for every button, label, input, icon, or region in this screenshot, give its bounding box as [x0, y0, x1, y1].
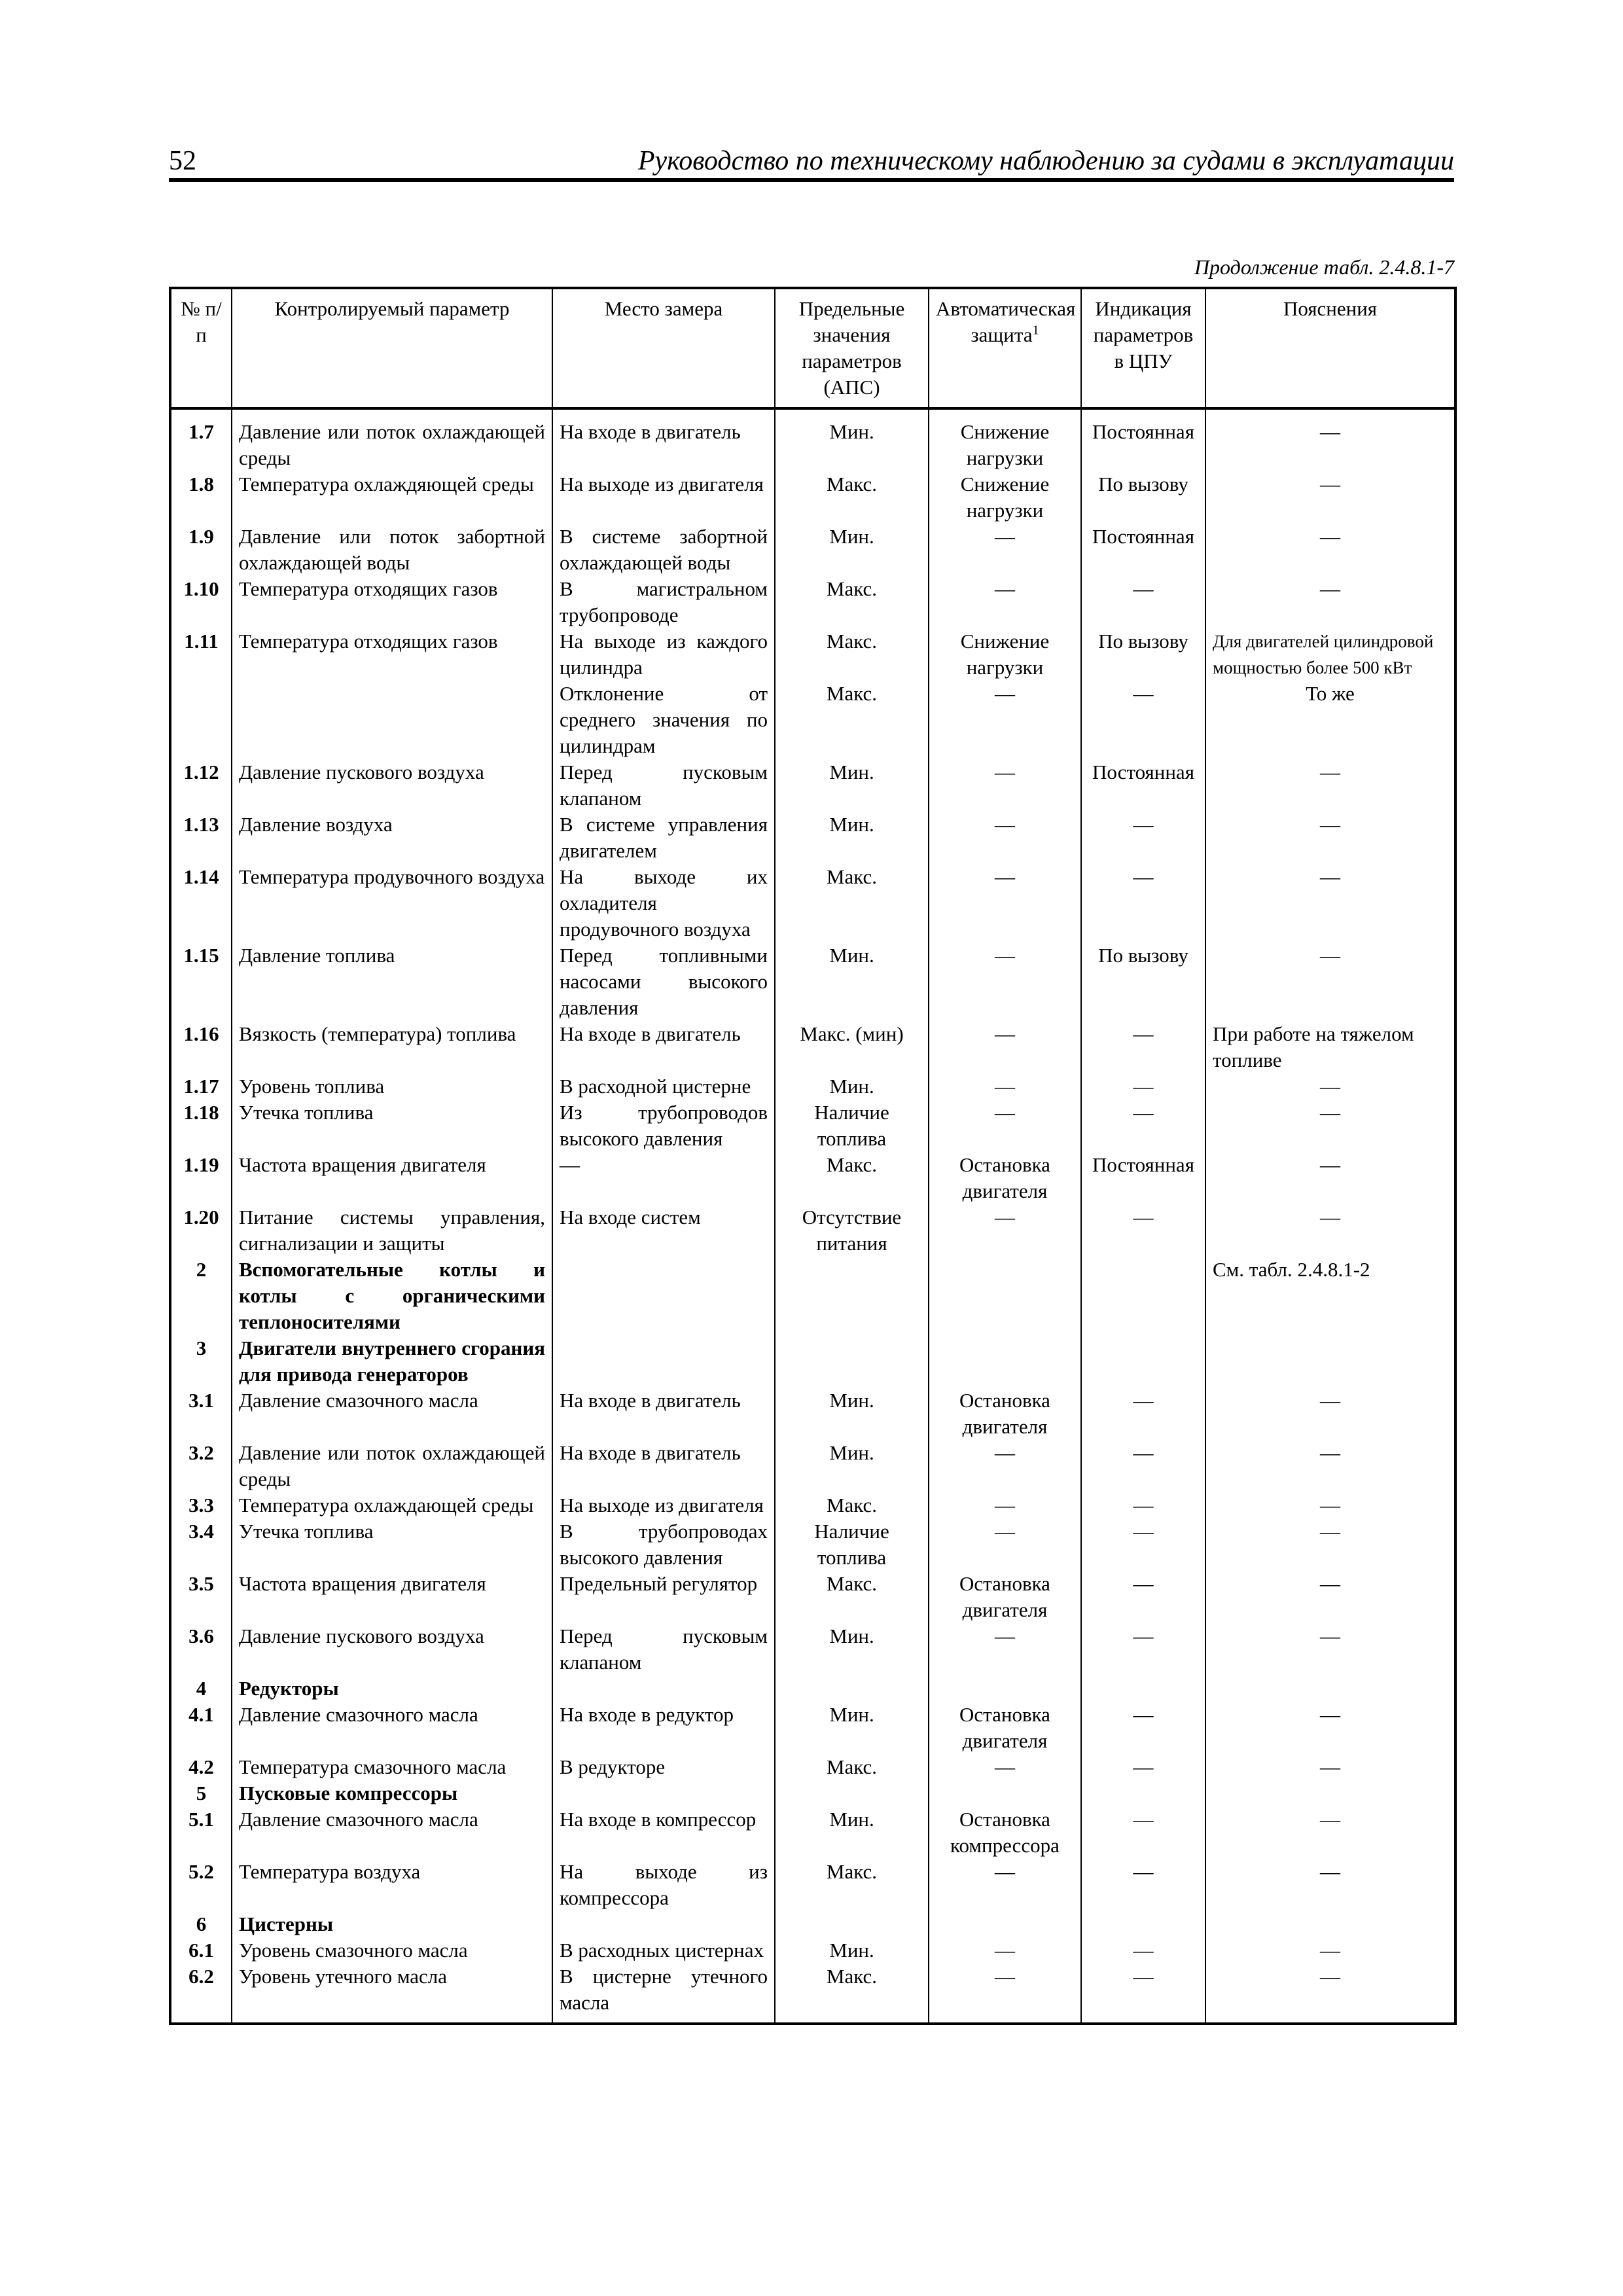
table-row: [170, 1518, 1455, 1571]
cell-indication: —: [1081, 1571, 1205, 1623]
cell-param: Вспомогательные котлы и котлы с органическими теплоносителями: [232, 1257, 552, 1335]
cell-notes: —: [1205, 1204, 1455, 1257]
cell-place: [552, 1676, 775, 1702]
cell-param: Питание системы управления, сигнализации и защиты: [232, 1204, 552, 1257]
cell-protection: —: [929, 1204, 1081, 1257]
cell-param: Давление смазочного масла: [232, 1806, 552, 1859]
cell-limit: Мин.: [775, 1623, 929, 1676]
cell-param: Частота вращения двигателя: [232, 1571, 552, 1623]
table-row: [170, 576, 1455, 628]
cell-notes: —: [1205, 1806, 1455, 1859]
cell-num: 1.18: [170, 1100, 232, 1152]
cell-indication: Постоянная: [1081, 1152, 1205, 1204]
cell-param: Редукторы: [232, 1676, 552, 1702]
cell-num: 2: [170, 1257, 232, 1335]
cell-protection: [929, 1257, 1081, 1335]
cell-place: В редукторе: [552, 1754, 775, 1780]
cell-place: Перед пусковым клапаном: [552, 759, 775, 812]
cell-notes: —: [1205, 1492, 1455, 1518]
cell-param: Давление воздуха: [232, 812, 552, 864]
cell-limit: Мин.: [775, 1806, 929, 1859]
table-row: [170, 1204, 1455, 1257]
cell-protection: —: [929, 576, 1081, 628]
cell-place: [552, 1911, 775, 1937]
cell-limit: Мин.: [775, 759, 929, 812]
col-header-notes: Пояснения: [1205, 288, 1455, 408]
cell-limit: Макс.: [775, 1152, 929, 1204]
table-header: [170, 288, 1455, 408]
cell-num: 1.15: [170, 942, 232, 1021]
cell-num: 3: [170, 1335, 232, 1388]
cell-protection: —: [929, 1518, 1081, 1571]
cell-protection: Остановка двигателя: [929, 1388, 1081, 1440]
cell-param: Уровень утечного масла: [232, 1964, 552, 2024]
cell-notes: См. табл. 2.4.8.1-2: [1205, 1257, 1455, 1335]
cell-protection: —: [929, 1492, 1081, 1518]
cell-limit: Макс.: [775, 471, 929, 524]
cell-notes: —: [1205, 1073, 1455, 1100]
cell-num: 4.1: [170, 1702, 232, 1754]
cell-limit: Мин.: [775, 1073, 929, 1100]
cell-indication: —: [1081, 1388, 1205, 1440]
cell-limit: Макс.: [775, 1754, 929, 1780]
cell-place: [552, 1335, 775, 1388]
cell-limit: Мин.: [775, 1702, 929, 1754]
table-body: [170, 408, 1455, 2024]
cell-indication: —: [1081, 1021, 1205, 1073]
cell-limit: Макс.: [775, 1492, 929, 1518]
cell-notes: —: [1205, 1518, 1455, 1571]
cell-indication: [1081, 1676, 1205, 1702]
cell-protection: —: [929, 1754, 1081, 1780]
cell-protection: —: [929, 681, 1081, 759]
cell-param: Цистерны: [232, 1911, 552, 1937]
cell-notes: —: [1205, 812, 1455, 864]
cell-indication: —: [1081, 1492, 1205, 1518]
col-header-indication: Индикация параметров в ЦПУ: [1081, 288, 1205, 408]
table-row: [170, 1859, 1455, 1911]
col-header-protection: [929, 288, 1081, 408]
cell-num: 5.1: [170, 1806, 232, 1859]
cell-limit: Мин.: [775, 1937, 929, 1964]
cell-param: Утечка топлива: [232, 1518, 552, 1571]
cell-param: Уровень смазочного масла: [232, 1937, 552, 1964]
cell-notes: —: [1205, 1702, 1455, 1754]
cell-place: На выходе из двигателя: [552, 1492, 775, 1518]
header-rule: [169, 178, 1454, 182]
cell-num: 6: [170, 1911, 232, 1937]
cell-indication: —: [1081, 681, 1205, 759]
cell-param: Давление смазочного масла: [232, 1388, 552, 1440]
cell-protection: [929, 1780, 1081, 1806]
table-row: [170, 1571, 1455, 1623]
cell-indication: —: [1081, 1937, 1205, 1964]
cell-indication: По вызову: [1081, 628, 1205, 681]
cell-limit: Мин.: [775, 812, 929, 864]
cell-place: На входе в двигатель: [552, 1388, 775, 1440]
cell-notes: [1205, 1335, 1455, 1388]
cell-limit: Макс. (мин): [775, 1021, 929, 1073]
cell-notes: —: [1205, 1964, 1455, 2024]
cell-limit: Макс.: [775, 1964, 929, 2024]
table-row: [170, 1937, 1455, 1964]
cell-place: На входе в двигатель: [552, 1440, 775, 1492]
cell-place: В системе управления двигателем: [552, 812, 775, 864]
cell-protection: Снижение нагрузки: [929, 408, 1081, 471]
cell-limit: [775, 1676, 929, 1702]
cell-place: —: [552, 1152, 775, 1204]
cell-limit: Мин.: [775, 1440, 929, 1492]
cell-param: Двигатели внутреннего сгорания для привода генераторов: [232, 1335, 552, 1388]
table-row: [170, 1780, 1455, 1806]
cell-indication: [1081, 1257, 1205, 1335]
cell-place: Перед пусковым клапаном: [552, 1623, 775, 1676]
cell-param: Давление пускового воздуха: [232, 759, 552, 812]
cell-param: Частота вращения двигателя: [232, 1152, 552, 1204]
cell-limit: Наличие топлива: [775, 1518, 929, 1571]
cell-limit: Мин.: [775, 1388, 929, 1440]
cell-param: [232, 681, 552, 759]
table-row: [170, 524, 1455, 576]
table-row: [170, 759, 1455, 812]
cell-limit: Наличие топлива: [775, 1100, 929, 1152]
table-row: [170, 408, 1455, 471]
col-header-place: Место замера: [552, 288, 775, 408]
cell-param: Пусковые компрессоры: [232, 1780, 552, 1806]
cell-protection: —: [929, 812, 1081, 864]
cell-notes: [1205, 1911, 1455, 1937]
cell-notes: При работе на тяжелом топливе: [1205, 1021, 1455, 1073]
table-row: [170, 1152, 1455, 1204]
cell-notes: —: [1205, 408, 1455, 471]
cell-notes: —: [1205, 1388, 1455, 1440]
cell-protection: —: [929, 1964, 1081, 2024]
cell-place: В цистерне утечного масла: [552, 1964, 775, 2024]
cell-limit: [775, 1335, 929, 1388]
cell-num: 4: [170, 1676, 232, 1702]
cell-notes: —: [1205, 942, 1455, 1021]
cell-indication: —: [1081, 1702, 1205, 1754]
cell-place: На выходе из двигателя: [552, 471, 775, 524]
table-row: [170, 628, 1455, 681]
cell-num: 1.16: [170, 1021, 232, 1073]
table-row: [170, 471, 1455, 524]
cell-indication: —: [1081, 1204, 1205, 1257]
cell-param: Давление топлива: [232, 942, 552, 1021]
cell-limit: Макс.: [775, 864, 929, 942]
cell-num: 1.13: [170, 812, 232, 864]
cell-limit: Мин.: [775, 942, 929, 1021]
cell-protection: —: [929, 1440, 1081, 1492]
cell-indication: [1081, 1335, 1205, 1388]
cell-num: 1.12: [170, 759, 232, 812]
cell-place: На выходе из компрессора: [552, 1859, 775, 1911]
cell-notes: —: [1205, 759, 1455, 812]
cell-num: 5: [170, 1780, 232, 1806]
col-header-param: Контролируемый параметр: [232, 288, 552, 408]
cell-place: В системе забортной охлаждающей воды: [552, 524, 775, 576]
cell-protection: Остановка двигателя: [929, 1702, 1081, 1754]
cell-protection: [929, 1676, 1081, 1702]
cell-limit: Мин.: [775, 524, 929, 576]
table-row: [170, 1257, 1455, 1335]
cell-param: Давление смазочного масла: [232, 1702, 552, 1754]
cell-notes: —: [1205, 471, 1455, 524]
cell-num: 1.19: [170, 1152, 232, 1204]
cell-indication: —: [1081, 1623, 1205, 1676]
cell-protection: —: [929, 1937, 1081, 1964]
cell-place: В трубопроводах высокого давления: [552, 1518, 775, 1571]
table-row: [170, 1440, 1455, 1492]
cell-limit: Мин.: [775, 408, 929, 471]
cell-place: Перед топливными насосами высокого давления: [552, 942, 775, 1021]
cell-protection: —: [929, 759, 1081, 812]
cell-num: 1.11: [170, 628, 232, 681]
running-title: Руководство по техническому наблюдению за судами в эксплуатации: [637, 146, 1454, 176]
cell-param: Давление или поток забортной охлаждающей воды: [232, 524, 552, 576]
cell-param: Температура воздуха: [232, 1859, 552, 1911]
cell-num: 1.17: [170, 1073, 232, 1100]
cell-place: [552, 1780, 775, 1806]
table-row: [170, 864, 1455, 942]
cell-protection: Снижение нагрузки: [929, 628, 1081, 681]
cell-num: 3.2: [170, 1440, 232, 1492]
cell-protection: Остановка компрессора: [929, 1806, 1081, 1859]
cell-param: Температура отходящих газов: [232, 576, 552, 628]
table-row: [170, 942, 1455, 1021]
cell-num: [170, 681, 232, 759]
cell-indication: [1081, 1780, 1205, 1806]
cell-num: 1.7: [170, 408, 232, 471]
cell-indication: Постоянная: [1081, 408, 1205, 471]
cell-param: Температура охлаждяющей среды: [232, 471, 552, 524]
cell-indication: —: [1081, 1073, 1205, 1100]
cell-notes: —: [1205, 1100, 1455, 1152]
cell-param: Уровень топлива: [232, 1073, 552, 1100]
cell-notes: [1205, 1676, 1455, 1702]
cell-num: 1.20: [170, 1204, 232, 1257]
cell-place: [552, 1257, 775, 1335]
cell-num: 4.2: [170, 1754, 232, 1780]
cell-protection: —: [929, 1073, 1081, 1100]
cell-protection: —: [929, 1623, 1081, 1676]
cell-notes: —: [1205, 1937, 1455, 1964]
cell-notes: [1205, 1780, 1455, 1806]
cell-notes: То же: [1205, 681, 1455, 759]
cell-notes: —: [1205, 1571, 1455, 1623]
cell-notes: —: [1205, 1152, 1455, 1204]
table-row: [170, 1676, 1455, 1702]
table-row: [170, 1702, 1455, 1754]
cell-num: 3.3: [170, 1492, 232, 1518]
cell-indication: —: [1081, 812, 1205, 864]
cell-protection: —: [929, 942, 1081, 1021]
cell-notes: —: [1205, 1859, 1455, 1911]
cell-protection: —: [929, 1021, 1081, 1073]
cell-place: Из трубопроводов высокого давления: [552, 1100, 775, 1152]
cell-indication: —: [1081, 1754, 1205, 1780]
table-row: [170, 1388, 1455, 1440]
cell-num: 3.6: [170, 1623, 232, 1676]
cell-indication: —: [1081, 1964, 1205, 2024]
cell-protection: Остановка двигателя: [929, 1152, 1081, 1204]
table-row: [170, 1806, 1455, 1859]
cell-limit: Макс.: [775, 628, 929, 681]
cell-param: Давление или поток охлаждающей среды: [232, 408, 552, 471]
cell-param: Температура отходящих газов: [232, 628, 552, 681]
cell-param: Давление или поток охлаждающей среды: [232, 1440, 552, 1492]
cell-notes: —: [1205, 524, 1455, 576]
cell-param: Температура смазочного масла: [232, 1754, 552, 1780]
table-row: [170, 1335, 1455, 1388]
cell-place: На выходе из каждого цилиндра: [552, 628, 775, 681]
table-caption: Продолжение табл. 2.4.8.1-7: [1194, 255, 1454, 279]
cell-indication: —: [1081, 576, 1205, 628]
cell-place: На входе систем: [552, 1204, 775, 1257]
cell-indication: По вызову: [1081, 471, 1205, 524]
cell-protection: —: [929, 1100, 1081, 1152]
cell-notes: —: [1205, 1623, 1455, 1676]
table-row: [170, 1021, 1455, 1073]
cell-place: Отклонение от среднего значения по цилиндрам: [552, 681, 775, 759]
cell-indication: [1081, 1911, 1205, 1937]
cell-place: В расходных цистернах: [552, 1937, 775, 1964]
cell-num: 5.2: [170, 1859, 232, 1911]
cell-num: 3.1: [170, 1388, 232, 1440]
cell-indication: —: [1081, 1806, 1205, 1859]
col-header-protection-text: Автоматическая защита: [936, 297, 1076, 346]
cell-limit: [775, 1780, 929, 1806]
cell-indication: —: [1081, 864, 1205, 942]
page-number: 52: [169, 146, 196, 176]
cell-place: На входе в двигатель: [552, 1021, 775, 1073]
table-row: [170, 681, 1455, 759]
cell-num: 6.1: [170, 1937, 232, 1964]
cell-protection: —: [929, 1859, 1081, 1911]
cell-limit: [775, 1257, 929, 1335]
cell-indication: Постоянная: [1081, 759, 1205, 812]
cell-notes: —: [1205, 1754, 1455, 1780]
cell-protection: —: [929, 524, 1081, 576]
cell-place: На выходе их охладителя продувочного воздуха: [552, 864, 775, 942]
cell-protection: Снижение нагрузки: [929, 471, 1081, 524]
cell-num: 6.2: [170, 1964, 232, 2024]
cell-limit: [775, 1911, 929, 1937]
cell-indication: —: [1081, 1440, 1205, 1492]
cell-num: 1.8: [170, 471, 232, 524]
cell-protection: —: [929, 864, 1081, 942]
cell-place: На входе в компрессор: [552, 1806, 775, 1859]
cell-place: На входе в двигатель: [552, 408, 775, 471]
cell-limit: Отсутствие питания: [775, 1204, 929, 1257]
cell-limit: Макс.: [775, 681, 929, 759]
cell-indication: —: [1081, 1518, 1205, 1571]
cell-indication: —: [1081, 1100, 1205, 1152]
cell-param: Температура охлаждающей среды: [232, 1492, 552, 1518]
cell-protection: [929, 1911, 1081, 1937]
cell-place: В магистральном трубопроводе: [552, 576, 775, 628]
cell-indication: Постоянная: [1081, 524, 1205, 576]
cell-notes: —: [1205, 576, 1455, 628]
table-row: [170, 1073, 1455, 1100]
col-header-limit: Предельные значения параметров (АПС): [775, 288, 929, 408]
cell-place: Предельный регулятор: [552, 1571, 775, 1623]
table-row: [170, 1623, 1455, 1676]
col-header-num: № п/п: [170, 288, 232, 408]
table-row: [170, 1911, 1455, 1937]
cell-num: 1.10: [170, 576, 232, 628]
cell-param: Давление пускового воздуха: [232, 1623, 552, 1676]
table-row: [170, 1964, 1455, 2024]
cell-place: В расходной цистерне: [552, 1073, 775, 1100]
cell-param: Температура продувочного воздуха: [232, 864, 552, 942]
cell-limit: Макс.: [775, 1859, 929, 1911]
cell-notes: —: [1205, 864, 1455, 942]
cell-indication: По вызову: [1081, 942, 1205, 1021]
cell-protection: Остановка двигателя: [929, 1571, 1081, 1623]
parameters-table: [169, 287, 1457, 2025]
cell-place: На входе в редуктор: [552, 1702, 775, 1754]
cell-notes: Для двигателей цилиндровой мощностью более 500 кВт: [1205, 628, 1455, 681]
table-row: [170, 1100, 1455, 1152]
table-row: [170, 1754, 1455, 1780]
cell-num: 1.14: [170, 864, 232, 942]
cell-protection: [929, 1335, 1081, 1388]
cell-indication: —: [1081, 1859, 1205, 1911]
cell-param: Утечка топлива: [232, 1100, 552, 1152]
cell-num: 1.9: [170, 524, 232, 576]
cell-limit: Макс.: [775, 576, 929, 628]
cell-notes: —: [1205, 1440, 1455, 1492]
table-row: [170, 1492, 1455, 1518]
cell-param: Вязкость (температура) топлива: [232, 1021, 552, 1073]
cell-num: 3.5: [170, 1571, 232, 1623]
cell-limit: Макс.: [775, 1571, 929, 1623]
footnote-mark: 1: [1032, 323, 1039, 338]
table-row: [170, 812, 1455, 864]
cell-num: 3.4: [170, 1518, 232, 1571]
